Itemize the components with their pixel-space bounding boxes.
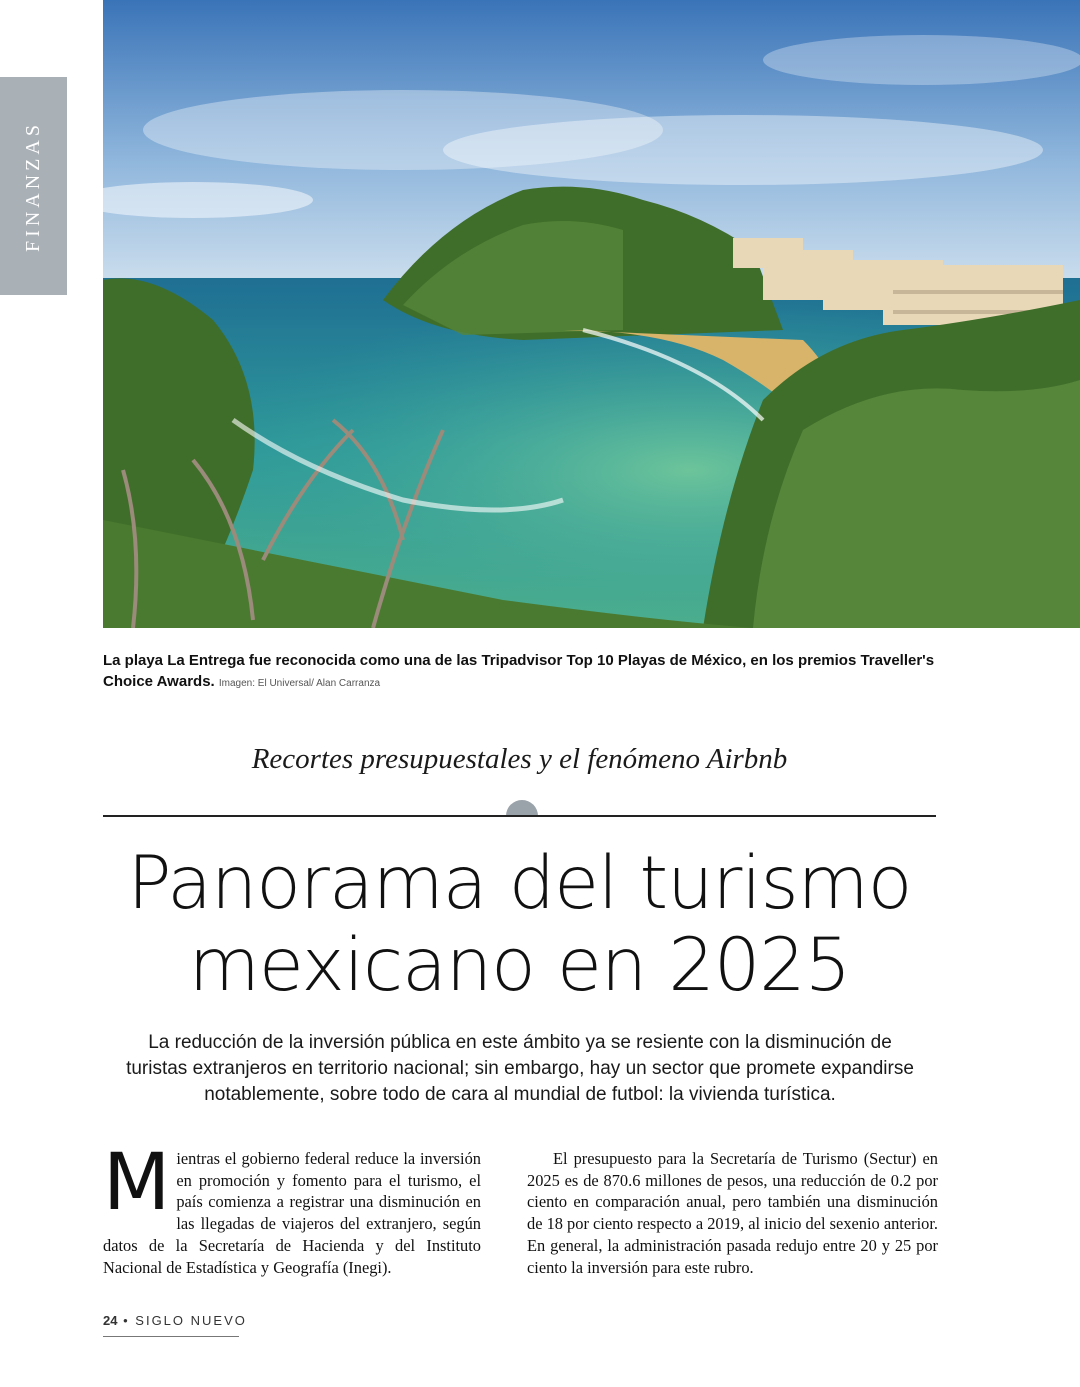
publication-name: SIGLO NUEVO (135, 1313, 247, 1328)
headline (103, 843, 936, 1007)
body-column-left (103, 1138, 481, 1278)
headline-line-2: mexicano en 2025 (188, 923, 851, 1008)
page-number: 24 (103, 1313, 118, 1328)
kicker: Recortes presupuestales y el fenómeno Airbnb (251, 743, 788, 775)
headline-line-1: Panorama del turismo (127, 841, 912, 926)
beach-photo (103, 0, 1080, 628)
page-footer (103, 1313, 247, 1328)
body-column-right: El presupuesto para la Secretaría de Turismo (Sectur) en 2025 es de 870.6 millones de pesos, una reducción de 0.2 por ciento en comparación anual, pero también una disminución de 18 por ciento respecto a 2019, al inicio del sexenio anterior. En general, la administración pasada redujo entre 20 y 25 por ciento la inversión para este rubro. (527, 1149, 938, 1277)
rule-dot (506, 800, 538, 816)
footer-rule (103, 1336, 239, 1337)
body-text-left: ientras el gobierno federal reduce la inversión en promoción y fomento para el turismo, el país comienza a registrar una disminución en las llegadas de viajeros del extranjero, según datos de la Secretaría de Hacienda y del Instituto Nacional de Estadística y Geografía (Inegi). (103, 1149, 481, 1277)
photo-caption (103, 650, 983, 694)
footer-separator: • (123, 1313, 130, 1328)
dropcap: M (103, 1138, 171, 1228)
deck: La reducción de la inversión pública en este ámbito ya se resiente con la disminución de turistas extranjeros en territorio nacional; sin embargo, hay un sector que promete expandirse notablemente, sobre todo de cara al mundial de futbol: la vivienda turística. (126, 1032, 914, 1105)
section-tab (0, 77, 67, 295)
divider-rule (103, 815, 936, 817)
caption-credit: Imagen: El Universal/ Alan Carranza (218, 678, 381, 689)
caption-text: La playa La Entrega fue reconocida como una de las Tripadvisor Top 10 Playas de México, en los premios Traveller's Choice Awards. (103, 652, 935, 690)
section-label: FINANZAS (22, 120, 44, 252)
